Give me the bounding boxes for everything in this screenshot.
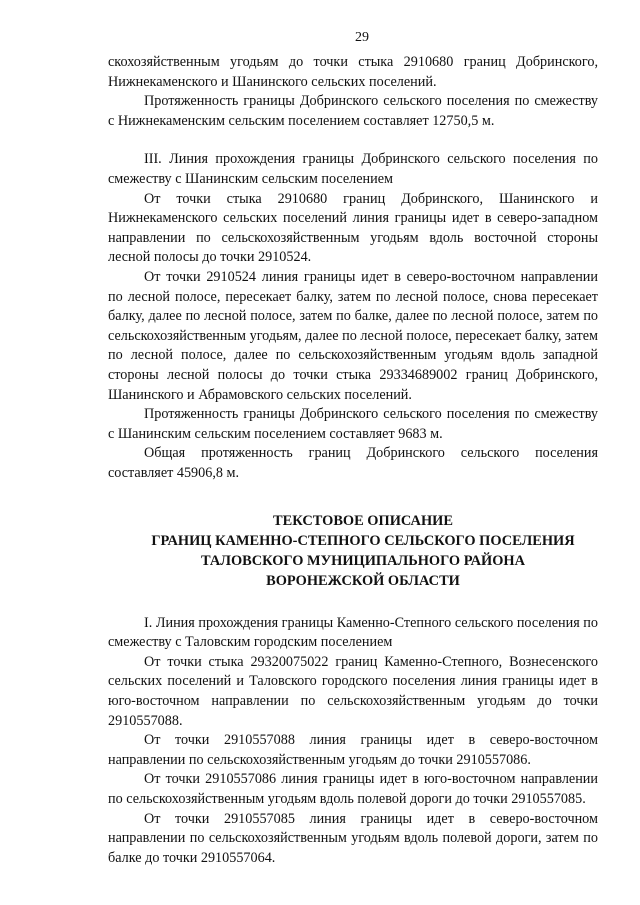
section-title: I. Линия прохождения границы Каменно-Степного сельского поселения по смежеству с Таловским городским поселением bbox=[108, 614, 598, 651]
paragraph: От точки стыка 29320075022 границ Каменно-Степного, Вознесенского сельских поселений и Таловского городского поселения линия границы идет в юго-восточном направлении по сельскохозяйственным угодьям до точки 2910557088. bbox=[108, 653, 598, 729]
paragraph: От точки 2910557086 линия границы идет в юго-восточном направлении по сельскохозяйственным угодьям вдоль полевой дороги до точки 2910557085. bbox=[108, 771, 598, 807]
paragraph: От точки 2910557088 линия границы идет в северо-восточном направлении по сельскохозяйственным угодьям до точки 2910557086. bbox=[108, 732, 598, 768]
paragraph: Протяженность границы Добринского сельского поселения по смежеству с Шанинским сельским поселением составляет 9683 м. bbox=[108, 406, 598, 442]
heading-line: ТЕКСТОВОЕ ОПИСАНИЕ bbox=[273, 513, 453, 530]
heading-line: ГРАНИЦ КАМЕННО-СТЕПНОГО СЕЛЬСКОГО ПОСЕЛЕНИЯ bbox=[151, 533, 575, 550]
paragraph: Общая протяженность границ Добринского сельского поселения составляет 45906,8 м. bbox=[108, 445, 598, 481]
section-title: III. Линия прохождения границы Добринского сельского поселения по смежеству с Шанинским сельским поселением bbox=[108, 151, 598, 187]
document-heading bbox=[108, 512, 598, 591]
paragraph: скохозяйственным угодьям до точки стыка 2910680 границ Добринского, Нижнекаменского и Шанинского сельских поселений. bbox=[108, 54, 598, 90]
paragraph: От точки 2910524 линия границы идет в северо-восточном направлении по лесной полосе, пересекает балку, затем по лесной полосе, снова пересекает балку, далее по лесной полосе, затем по балке, далее по лесной полосе, затем по сельскохозяйственным угодьям, далее по лесной полосе, пересекает балку, затем по лесной полосе, далее по сельскохозяйственным угодьям вдоль западной стороны лесной полосы до точки стыка 29334689002 границ Добринского, Шанинского и Абрамовского сельских поселений. bbox=[108, 268, 598, 403]
paragraph: Протяженность границы Добринского сельского поселения по смежеству с Нижнекаменским сельским поселением составляет 12750,5 м. bbox=[108, 93, 598, 129]
paragraph: От точки стыка 2910680 границ Добринского, Шанинского и Нижнекаменского сельских поселений линия границы идет в северо-западном направлении по сельскохозяйственным угодьям вдоль восточной стороны лесной полосы до точки 2910524. bbox=[108, 190, 598, 266]
paragraph: От точки 2910557085 линия границы идет в северо-восточном направлении по сельскохозяйственным угодьям вдоль полевой дороги, затем по балке до точки 2910557064. bbox=[108, 810, 598, 866]
page-number: 29 bbox=[355, 30, 369, 45]
heading-line: ТАЛОВСКОГО МУНИЦИПАЛЬНОГО РАЙОНА bbox=[200, 553, 526, 570]
heading-line: ВОРОНЕЖСКОЙ ОБЛАСТИ bbox=[266, 572, 460, 589]
